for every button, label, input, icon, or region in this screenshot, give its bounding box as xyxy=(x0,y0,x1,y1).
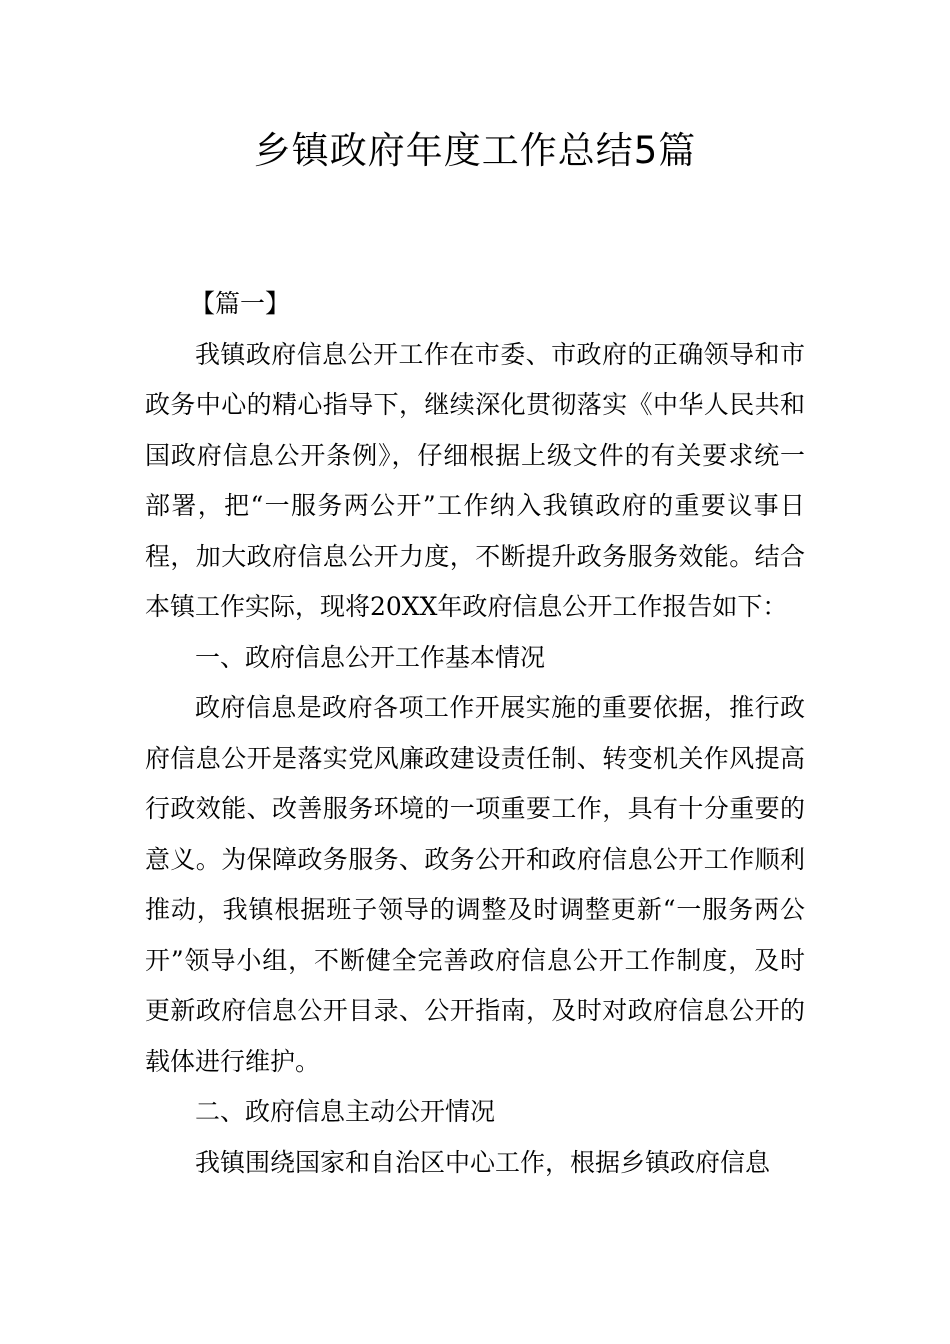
paragraph-active-disclosure: 我镇围绕国家和自治区中心工作，根据乡镇政府信息 xyxy=(195,1147,771,1177)
heading-active-disclosure: 二、政府信息主动公开情况 xyxy=(195,1097,496,1126)
document-body xyxy=(145,279,805,1188)
paragraph-basic-situation: 政府信息是政府各项工作开展实施的重要依据，推行政府信息公开是落实党风廉政建设责任制、转变机关作风提高行政效能、改善服务环境的一项重要工作，具有十分重要的意义。为保障政务服务、政务公开和政府信息公开工作顺利推动，我镇根据班子领导的调整及时调整更新“一服务两公开”领导小组，不断健全完善政府信息公开工作制度，及时更新政府信息公开目录、公开指南，及时对政府信息公开的载体进行维护。 xyxy=(145,693,805,1076)
document-title: 乡镇政府年度工作总结5篇 xyxy=(253,129,697,172)
section-label: 【篇一】 xyxy=(190,289,291,318)
paragraph-intro: 我镇政府信息公开工作在市委、市政府的正确领导和市政务中心的精心指导下，继续深化贯彻落实《中华人民共和国政府信息公开条例》，仔细根据上级文件的有关要求统一部署，把“一服务两公开”工作纳入我镇政府的重要议事日程，加大政府信息公开力度，不断提升政务服务效能。结合本镇工作实际，现将20XX年政府信息公开工作报告如下： xyxy=(145,339,805,621)
heading-basic-situation: 一、政府信息公开工作基本情况 xyxy=(195,642,546,672)
